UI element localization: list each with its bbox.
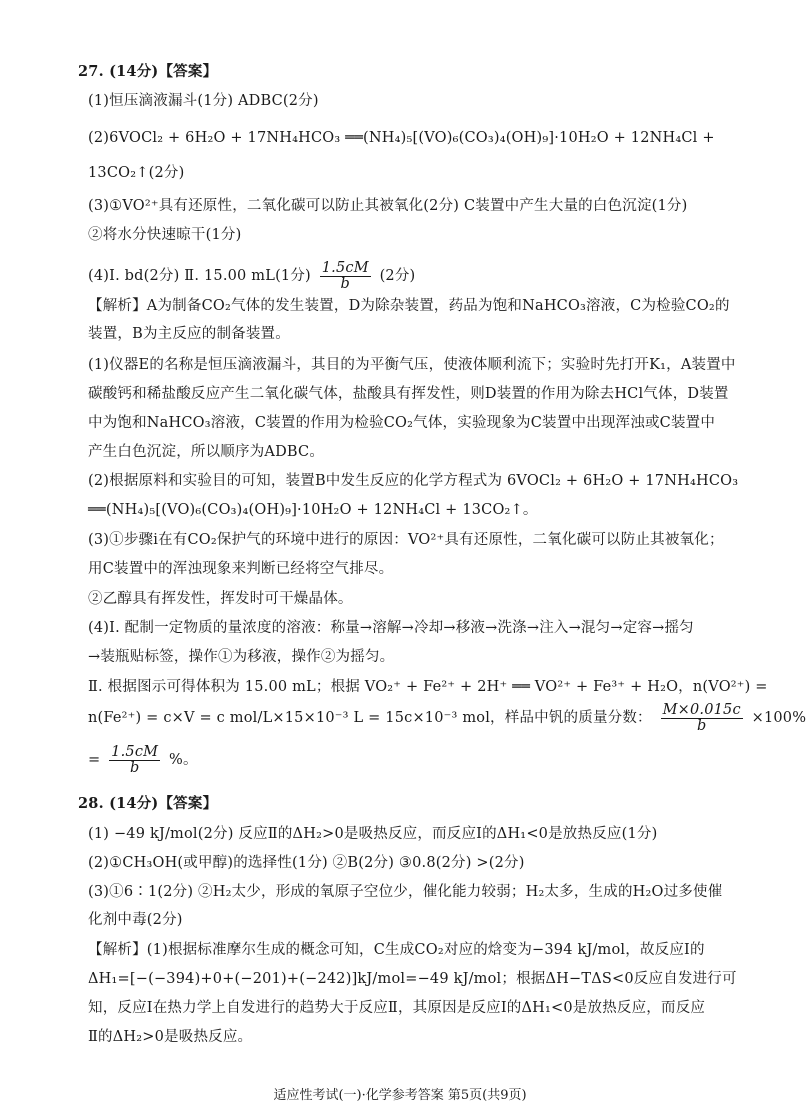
fraction-numerator: 1.5cM (111, 743, 159, 760)
q28-header: 28. (14分)【答案】 (78, 795, 218, 812)
q27-explanation-line10: 用C装置中的浑浊现象来判断已经将空气排尽。 (88, 561, 394, 577)
q27-answer-3-line1: (3)①VO²⁺具有还原性，二氧化碳可以防止其被氧化(2分) C装置中产生大量的白色沉淀(1分) (88, 198, 688, 214)
mass-fraction-formula (661, 703, 743, 734)
q28-explanation-line1: 【解析】(1)根据标准摩尔生成的概念可知，C生成CO₂对应的焓变为−394 kJ/mol，故反应Ⅰ的 (88, 942, 705, 958)
fraction-denominator: b (340, 275, 350, 292)
q27-explanation-line3: (1)仪器E的名称是恒压滴液漏斗，其目的为平衡气压，使液体顺利流下；实验时先打开K₁，A装置中 (88, 357, 736, 373)
q28-answer-3-line2: 化剂中毒(2分) (88, 912, 183, 928)
q27-explanation-line4: 碳酸钙和稀盐酸反应产生二氧化碳气体，盐酸具有挥发性，则D装置的作用为除去HCl气体，D装置 (88, 386, 729, 402)
fraction-denominator: b (129, 759, 140, 776)
q28-answer-3-line1: (3)①6∶1(2分) ②H₂太少，形成的氧原子空位少，催化能力较弱；H₂太多，生成的H₂O过多使催 (88, 884, 723, 900)
page-footer: 适应性考试(一)·化学参考答案 第5页(共9页) (273, 1088, 527, 1103)
q27-explanation-line13: →装瓶贴标签，操作①为移液，操作②为摇匀。 (88, 649, 395, 665)
q28-explanation-line3: 知，反应Ⅰ在热力学上自发进行的趋势大于反应Ⅱ，其原因是反应Ⅰ的ΔH₁<0是放热反应，而反应 (88, 1000, 706, 1016)
q27-explanation-line16 (88, 742, 730, 778)
q27-answer-4-score: (2分) (379, 268, 416, 284)
q27-answer-1: (1)恒压滴液漏斗(1分) ADBC(2分) (88, 93, 319, 109)
q28-explanation-line4: Ⅱ的ΔH₂>0是吸热反应。 (88, 1029, 253, 1045)
q27-explanation-line9: (3)①步骤ⅰ在有CO₂保护气的环境中进行的原因：VO²⁺具有还原性，二氧化碳可以防止其被氧化； (88, 532, 724, 548)
fraction-numerator: 1.5cM (321, 259, 369, 276)
q28-answer-1: (1) −49 kJ/mol(2分) 反应Ⅱ的ΔH₂>0是吸热反应，而反应Ⅰ的ΔH₁<0是放热反应(1分) (88, 826, 658, 842)
q28-explanation-line2: ΔH₁=[−(−394)+0+(−201)+(−242)]kJ/mol=−49 kJ/mol；根据ΔH−TΔS<0反应自发进行可 (88, 971, 737, 987)
q27-explanation-line5: 中为饱和NaHCO₃溶液，C装置的作用为检验CO₂气体，实验现象为C装置中出现浑浊或C装置中 (88, 415, 716, 431)
explanation-line15-tail: ×100% (751, 710, 806, 726)
q27-answer-2-line1: (2)6VOCl₂ + 6H₂O + 17NH₄HCO₃ ══(NH₄)₅[(VO)₆(CO₃)₄(OH)₉]·10H₂O + 12NH₄Cl + (88, 130, 715, 146)
q27-explanation-line15 (88, 700, 806, 736)
q27-answer-3-line2: ②将水分快速晾干(1分) (88, 227, 242, 243)
q27-explanation-line11: ②乙醇具有挥发性，挥发时可干燥晶体。 (88, 591, 353, 607)
q28-answer-2: (2)①CH₃OH(或甲醇)的选择性(1分) ②B(2分) ③0.8(2分) >(2分) (88, 855, 525, 871)
explanation-line15-text: n(Fe²⁺) = c×V = c mol/L×15×10⁻³ L = 15c×10⁻³ mol，样品中钒的质量分数： (88, 710, 652, 726)
fraction-numerator: M×0.015c (662, 701, 741, 718)
explanation-line16-equals: = (88, 752, 101, 768)
q27-header: 27. (14分)【答案】 (78, 63, 218, 80)
q27-answer-4-fraction (320, 261, 371, 292)
q27-explanation-line8: ══(NH₄)₅[(VO)₆(CO₃)₄(OH)₉]·10H₂O + 12NH₄Cl + 13CO₂↑。 (88, 502, 538, 518)
q27-explanation-line12: (4)Ⅰ. 配制一定物质的量浓度的溶液：称量→溶解→冷却→移液→洗涤→注入→混匀→定容→摇匀 (88, 620, 694, 636)
q27-explanation-line2: 装置，B为主反应的制备装置。 (88, 326, 290, 342)
q27-answer-4 (88, 258, 730, 294)
q27-explanation-line7: (2)根据原料和实验目的可知，装置B中发生反应的化学方程式为 6VOCl₂ + 6H₂O + 17NH₄HCO₃ (88, 473, 739, 489)
q27-answer-2-line2: 13CO₂↑(2分) (88, 165, 185, 181)
explanation-line16-tail: %。 (169, 752, 198, 768)
q27-explanation-line6: 产生白色沉淀，所以顺序为ADBC。 (88, 444, 325, 460)
fraction-denominator: b (696, 717, 707, 734)
q27-answer-4-text: (4)Ⅰ. bd(2分) Ⅱ. 15.00 mL(1分) (88, 268, 311, 284)
q27-explanation-line1: 【解析】A为制备CO₂气体的发生装置，D为除杂装置，药品为饱和NaHCO₃溶液，C为检验CO₂的 (88, 298, 730, 314)
q27-explanation-line14: Ⅱ. 根据图示可得体积为 15.00 mL；根据 VO₂⁺ + Fe²⁺ + 2H⁺ ══ VO²⁺ + Fe³⁺ + H₂O，n(VO²⁺) = (88, 679, 768, 695)
final-result-fraction (109, 745, 160, 776)
